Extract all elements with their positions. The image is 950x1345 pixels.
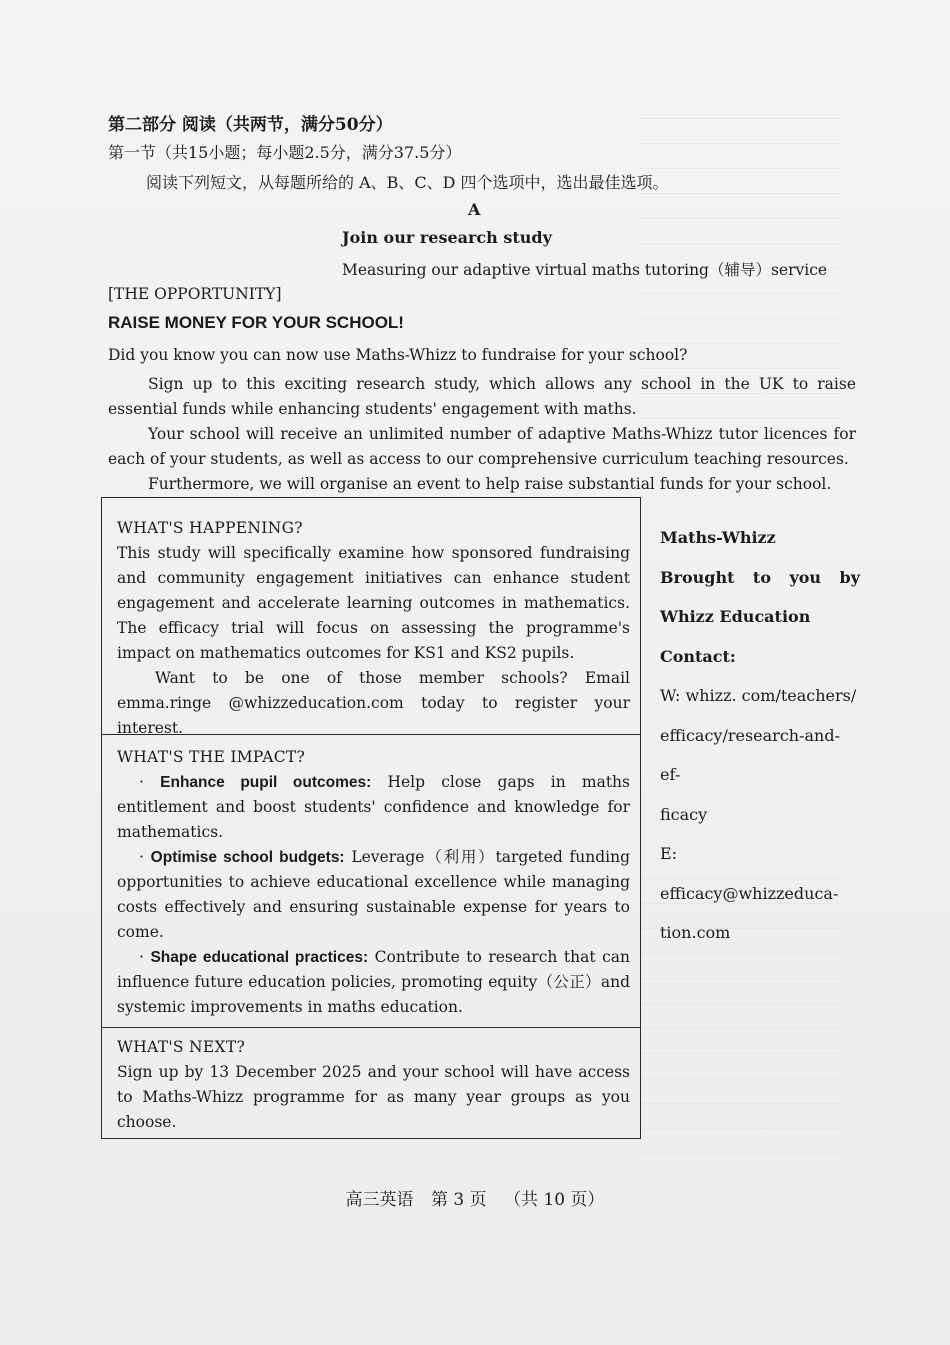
impact-bullet bbox=[117, 945, 630, 1020]
ad-title: Join our research study bbox=[342, 228, 552, 247]
company-name: Whizz Education bbox=[660, 607, 811, 626]
raise-money-heading: RAISE MONEY FOR YOUR SCHOOL! bbox=[108, 313, 404, 332]
box-divider bbox=[102, 1027, 640, 1028]
sidebar bbox=[660, 518, 860, 953]
website-line-2: efficacy/research-and-ef- bbox=[660, 725, 840, 784]
impact-bullet bbox=[117, 845, 630, 945]
bullet-marker: · bbox=[139, 848, 144, 866]
intro-paragraph-1: Did you know you can now use Maths-Whizz to fundraise for your school? bbox=[108, 346, 688, 364]
brought-by-line: Brought to you by bbox=[660, 567, 860, 587]
brand-name: Maths-Whizz bbox=[660, 528, 776, 547]
intro-paragraph-4: Furthermore, we will organise an event to help raise substantial funds for your school. bbox=[148, 475, 832, 493]
section-heading: 第二部分 阅读（共两节，满分50分） bbox=[108, 115, 393, 135]
next-heading: WHAT'S NEXT? bbox=[117, 1038, 246, 1056]
bullet-text: Contribute to research that can influence future education policies, promoting equity（公正）and systemic improvements in maths education. bbox=[117, 948, 630, 1016]
bullet-title: Optimise school budgets: bbox=[150, 849, 345, 866]
intro-paragraph-3: Your school will receive an unlimited number of adaptive Maths-Whizz tutor licences for each of your students, as well as access to our comprehensive curriculum teaching resources. bbox=[108, 425, 856, 468]
bullet-text: Leverage（利用）targeted funding opportunities to achieve educational excellence while managing costs effectively and ensuring sustainable expense for years to come. bbox=[117, 848, 630, 941]
footer-subject: 高三英语 bbox=[345, 1190, 414, 1210]
box-divider bbox=[102, 734, 640, 735]
happening-section bbox=[102, 516, 640, 741]
happening-heading: WHAT'S HAPPENING? bbox=[117, 519, 303, 537]
intro-paragraph-2: Sign up to this exciting research study, which allows any school in the UK to raise essential funds while enhancing students' engagement with maths. bbox=[108, 375, 856, 418]
email-line-1: E: efficacy@whizzeduca- bbox=[660, 844, 839, 903]
website-line-1: W: whizz. com/teachers/ bbox=[660, 686, 857, 705]
opportunity-label: [THE OPPORTUNITY] bbox=[108, 285, 282, 303]
bullet-text: Help close gaps in maths entitlement and boost students' confidence and knowledge for mathematics. bbox=[117, 773, 630, 841]
impact-section bbox=[102, 745, 640, 1020]
impact-heading: WHAT'S THE IMPACT? bbox=[117, 748, 306, 766]
next-text: Sign up by 13 December 2025 and your school will have access to Maths-Whizz programme for as many year groups as you choose. bbox=[117, 1063, 630, 1131]
email-line-2: tion.com bbox=[660, 923, 731, 942]
passage-letter: A bbox=[468, 200, 481, 219]
happening-text: This study will specifically examine how sponsored fundraising and community engagement initiatives can enhance student engagement and accelerate learning outcomes in mathematics. The efficacy trial will focus on assessing the programme's impact on mathematics outcomes for KS1 and KS2 pupils. bbox=[117, 544, 630, 662]
instruction-text: 阅读下列短文，从每题所给的 A、B、C、D 四个选项中，选出最佳选项。 bbox=[146, 173, 669, 192]
next-section bbox=[102, 1035, 640, 1135]
bullet-title: Shape educational practices: bbox=[150, 949, 369, 966]
info-box bbox=[101, 497, 641, 1139]
page-footer bbox=[0, 1185, 950, 1210]
bullet-title: Enhance pupil outcomes: bbox=[160, 774, 372, 791]
contact-label: Contact: bbox=[660, 646, 736, 666]
bullet-marker: · bbox=[139, 773, 144, 791]
bullet-marker: · bbox=[139, 948, 144, 966]
impact-bullet bbox=[117, 770, 630, 845]
happening-email-text: Want to be one of those member schools? Email emma.ringe @whizzeducation.com today to register your interest. bbox=[117, 669, 630, 737]
ad-subtitle: Measuring our adaptive virtual maths tutoring（辅导）service bbox=[342, 261, 828, 279]
footer-page-number: 第 3 页 bbox=[430, 1190, 487, 1210]
subsection-heading: 第一节（共15小题；每小题2.5分，满分37.5分） bbox=[108, 143, 462, 162]
website-line-3: ficacy bbox=[660, 804, 708, 824]
footer-total-pages: （共 10 页） bbox=[503, 1190, 605, 1210]
